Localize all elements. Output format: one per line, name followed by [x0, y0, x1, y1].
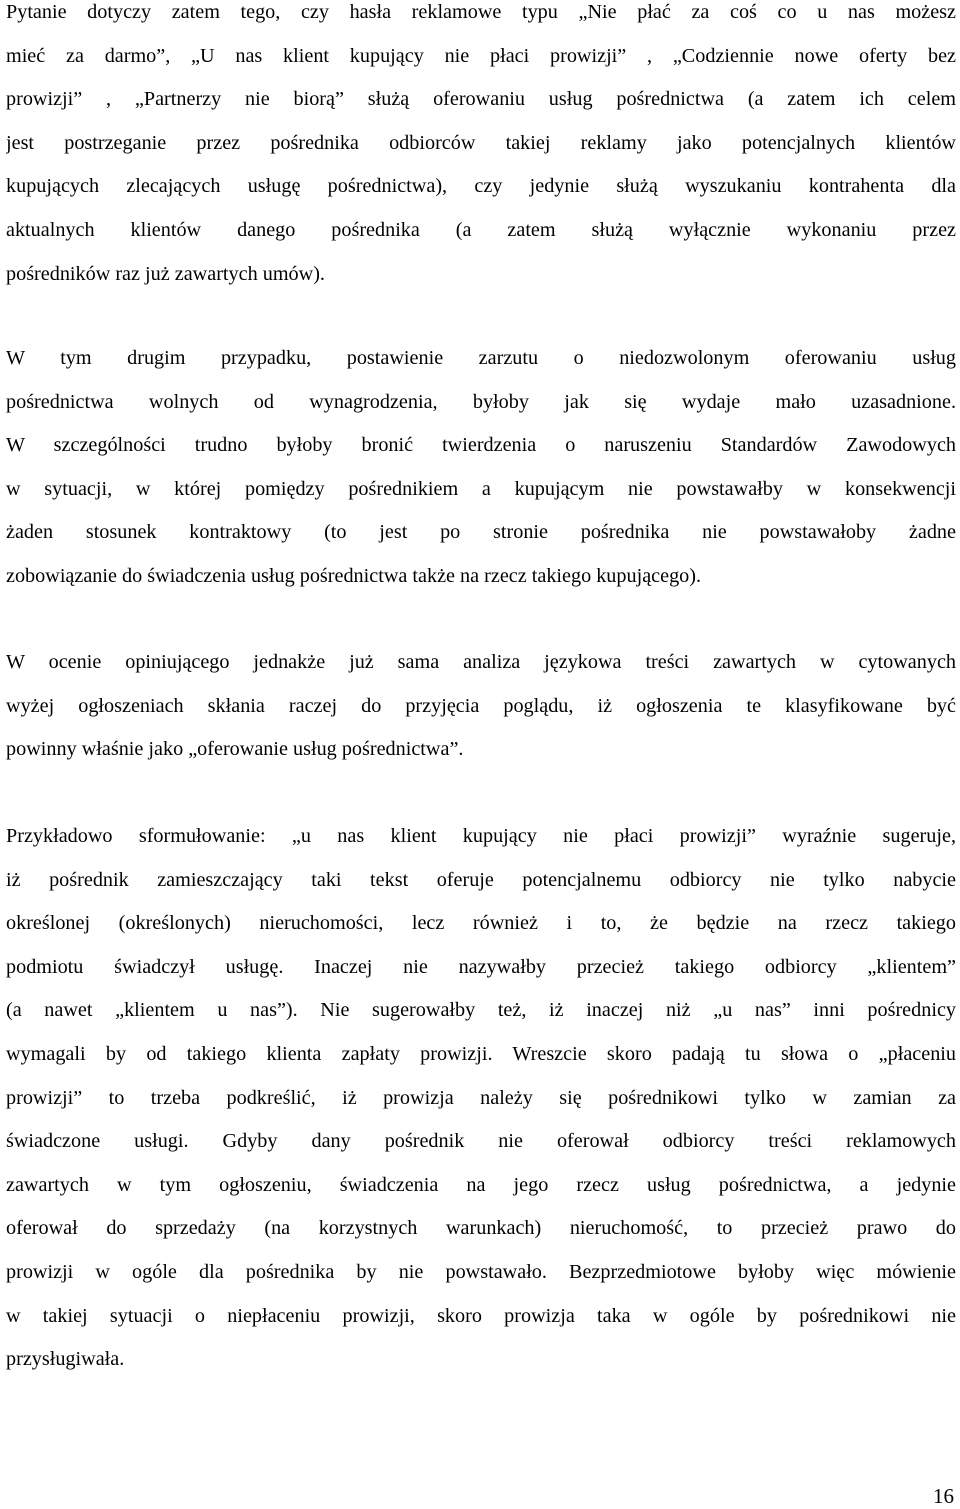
text-line: prowizji” to trzeba podkreślić, iż prowizja należy się pośrednikowi tylko w zamian za — [6, 1086, 956, 1109]
text-line: w sytuacji, w której pomiędzy pośrednikiem a kupującym nie powstawałby w konsekwencji — [6, 477, 956, 500]
text-line: pośredników raz już zawartych umów). — [6, 262, 325, 285]
text-line: prowizji w ogóle dla pośrednika by nie powstawało. Bezprzedmiotowe byłoby więc mówienie — [6, 1260, 956, 1283]
text-line: Przykładowo sformułowanie: „u nas klient kupujący nie płaci prowizji” wyraźnie sugeruje, — [6, 825, 956, 847]
text-line: aktualnych klientów danego pośrednika (a zatem służą wyłącznie wykonaniu przez — [6, 218, 956, 241]
paragraph — [6, 641, 956, 772]
text-line: wyżej ogłoszeniach skłania raczej do przyjęcia poglądu, iż ogłoszenia te klasyfikowane być — [6, 694, 956, 717]
text-line: pośrednictwa wolnych od wynagrodzenia, byłoby jak się wydaje mało uzasadnione. — [6, 390, 956, 413]
text-line: powinny właśnie jako „oferowanie usług pośrednictwa”. — [6, 738, 464, 761]
text-line: jest postrzeganie przez pośrednika odbiorców takiej reklamy jako potencjalnych klientów — [6, 131, 956, 154]
paragraph — [6, 0, 956, 296]
text-line: podmiotu świadczył usługę. Inaczej nie nazywałby przecież takiego odbiorcy „klientem” — [6, 955, 956, 978]
text-line: W ocenie opiniującego jednakże już sama analiza językowa treści zawartych w cytowanych — [6, 651, 956, 673]
text-line: zawartych w tym ogłoszeniu, świadczenia na jego rzecz usług pośrednictwa, a jedynie — [6, 1173, 956, 1196]
text-line: W szczególności trudno byłoby bronić twierdzenia o naruszeniu Standardów Zawodowych — [6, 434, 956, 457]
text-line: w takiej sytuacji o niepłaceniu prowizji, skoro prowizja taka w ogóle by pośrednikowi nie — [6, 1304, 956, 1327]
text-line: zobowiązanie do świadczenia usług pośrednictwa także na rzecz takiego kupującego). — [6, 564, 702, 587]
paragraph — [6, 337, 956, 599]
text-line: świadczone usługi. Gdyby dany pośrednik nie oferował odbiorcy treści reklamowych — [6, 1130, 956, 1153]
text-line: W tym drugim przypadku, postawienie zarzutu o niedozwolonym oferowaniu usług — [6, 347, 956, 369]
text-line: Pytanie dotyczy zatem tego, czy hasła reklamowe typu „Nie płać za coś co u nas możesz — [6, 1, 956, 23]
text-line: oferował do sprzedaży (na korzystnych warunkach) nieruchomość, to przecież prawo do — [6, 1217, 956, 1240]
text-line: wymagali by od takiego klienta zapłaty prowizji. Wreszcie skoro padają tu słowa o „płaceniu — [6, 1042, 956, 1065]
text-line: prowizji” , „Partnerzy nie biorą” służą oferowaniu usług pośrednictwa (a zatem ich celem — [6, 88, 956, 111]
text-line: określonej (określonych) nieruchomości, lecz również i to, że będzie na rzecz takiego — [6, 912, 956, 935]
paragraph — [6, 815, 956, 1382]
text-line: mieć za darmo”, „U nas klient kupujący nie płaci prowizji” , „Codziennie nowe oferty bez — [6, 44, 956, 67]
text-line: (a nawet „klientem u nas”). Nie sugerowałby też, iż inaczej niż „u nas” inni pośrednicy — [6, 999, 956, 1022]
page-number: 16 — [933, 1484, 954, 1508]
text-line: przysługiwała. — [6, 1348, 125, 1371]
text-line: kupujących zlecających usługę pośrednictwa), czy jedynie służą wyszukaniu kontrahenta dla — [6, 175, 956, 198]
text-line: żaden stosunek kontraktowy (to jest po stronie pośrednika nie powstawałoby żadne — [6, 521, 956, 544]
text-line: iż pośrednik zamieszczający taki tekst oferuje potencjalnemu odbiorcy nie tylko nabycie — [6, 868, 956, 891]
